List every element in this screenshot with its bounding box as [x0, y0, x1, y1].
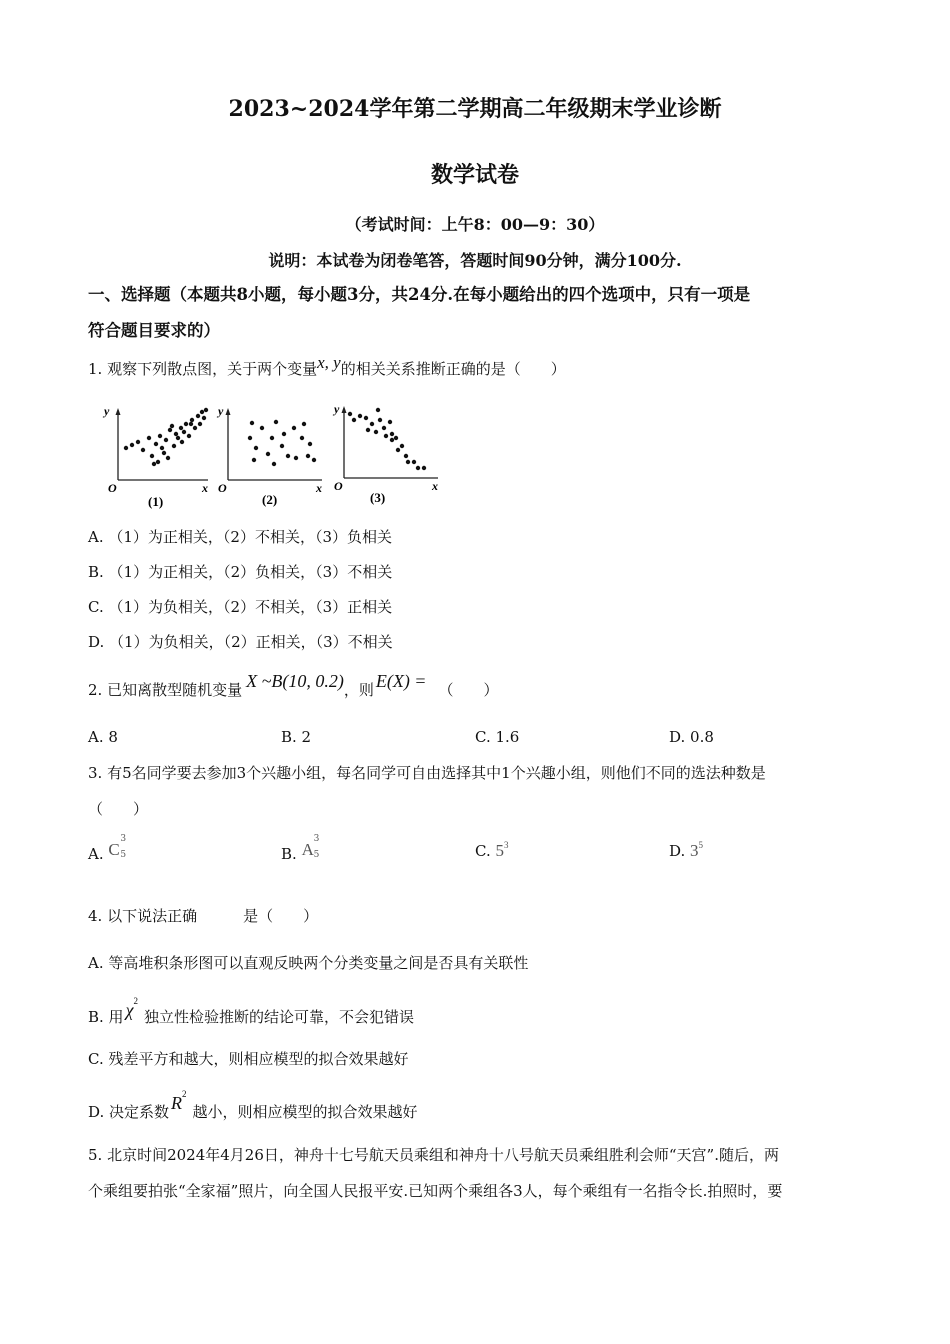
scatter-point — [158, 434, 162, 438]
q2-option-b: B. 2 — [281, 728, 312, 746]
scatter-point — [160, 446, 164, 450]
q4-chi-symbol: χ — [125, 1000, 134, 1020]
q3-option-b-base: A — [301, 840, 314, 859]
scatter-point — [202, 416, 206, 420]
scatter-point — [286, 454, 290, 458]
plot3-origin-label: O — [334, 479, 343, 493]
scatter-point — [352, 418, 356, 422]
scatter-point — [404, 454, 408, 458]
q4-option-d-suffix: 越小，则相应模型的拟合效果越好 — [192, 1103, 418, 1121]
scatter-point — [382, 426, 386, 430]
scatter-point — [154, 442, 158, 446]
q4-option-b-prefix: B. 用 — [88, 1008, 124, 1026]
scatter-point — [193, 426, 197, 430]
q4-option-b-suffix: 独立性检验推断的结论可靠，不会犯错误 — [143, 1008, 414, 1026]
q1-option-b: B. （1）为正相关，（2）负相关，（3）不相关 — [88, 563, 393, 581]
scatter-point — [390, 438, 394, 442]
q3-option-b-sub: 5 — [313, 850, 320, 860]
scatter-point — [384, 434, 388, 438]
scatter-point — [378, 418, 382, 422]
q1-option-a: A. （1）为正相关，（2）不相关，（3）负相关 — [88, 528, 393, 546]
scatter-point — [196, 414, 200, 418]
scatter-point — [189, 422, 193, 426]
plot2-origin-label: O — [218, 481, 227, 495]
plot1-x-label: x — [202, 481, 208, 495]
scatter-point — [124, 446, 128, 450]
scatter-point — [348, 412, 352, 416]
q2-expectation: E(X) = — [375, 671, 427, 691]
scatter-point — [172, 444, 176, 448]
scatter-point — [370, 422, 374, 426]
q3-option-d-sup: 5 — [698, 840, 704, 850]
q3-option-a-label: A. — [88, 845, 104, 863]
plot3-x-label: x — [432, 479, 438, 493]
q3-option-c — [475, 840, 509, 861]
scatter-point — [306, 454, 310, 458]
q5-stem-line2: 个乘组要拍张“全家福”照片，向全国人民报平安.已知两个乘组各3人，每个乘组有一名指令长.拍照时，要 — [88, 1182, 783, 1200]
scatter-point — [300, 436, 304, 440]
scatter-point — [174, 432, 178, 436]
q1-stem-suffix: 的相关关系推断正确的是（ ） — [340, 360, 566, 378]
exam-subtitle: 数学试卷 — [430, 162, 519, 188]
scatter-point — [198, 422, 202, 426]
q3-option-b-label: B. — [281, 845, 297, 863]
section-heading-line1: 一、选择题（本题共8小题，每小题3分，共24分.在每小题给出的四个选项中，只有一项是 — [88, 285, 751, 304]
q1-stem — [88, 353, 868, 380]
scatter-point — [312, 458, 316, 462]
scatter-point — [168, 428, 172, 432]
scatter-point — [162, 451, 166, 455]
scatter-point — [374, 430, 378, 434]
q3-option-d-base: 3 — [690, 841, 699, 860]
q4-r-sup: 2 — [182, 1089, 187, 1099]
q3-stem-line2: （ ） — [88, 800, 149, 818]
plot2-x-label: x — [316, 481, 322, 495]
scatter-point — [190, 418, 194, 422]
scatter-point — [406, 460, 410, 464]
scatter-point — [280, 444, 284, 448]
q3-option-c-base: 5 — [495, 841, 504, 860]
scatter-point — [179, 426, 183, 430]
scatter-point — [412, 460, 416, 464]
q3-option-d-label: D. — [669, 842, 686, 860]
q2-stem-prefix: 2. 已知离散型随机变量 — [88, 681, 243, 699]
q3-option-c-label: C. — [475, 842, 491, 860]
scatter-point — [136, 440, 140, 444]
scatter-point — [170, 424, 174, 428]
scatter-point — [260, 426, 264, 430]
scatter-point — [272, 462, 276, 466]
q4-stem — [88, 905, 868, 927]
plot1-origin-label: O — [108, 481, 117, 495]
q2-stem-mid: ，则 — [343, 681, 374, 699]
q3-option-b-sup: 3 — [313, 834, 320, 844]
scatter-point — [400, 444, 404, 448]
scatter-point — [252, 458, 256, 462]
scatter-point — [358, 414, 362, 418]
q3-option-b — [281, 834, 322, 863]
q3-stem-line1: 3. 有5名同学要去参加3个兴趣小组，每名同学可自由选择其中1个兴趣小组，则他们不同的选法种数是 — [88, 764, 766, 782]
q3-option-a-base: C — [108, 840, 120, 859]
scatter-point — [364, 416, 368, 420]
scatter-plot-1 — [102, 404, 208, 509]
q4-option-d-prefix: D. 决定系数 — [88, 1103, 170, 1121]
scatter-point — [150, 454, 154, 458]
scatter-point — [308, 442, 312, 446]
scatter-point — [254, 446, 258, 450]
scatter-point — [416, 466, 420, 470]
q4-option-a: A. 等高堆积条形图可以直观反映两个分类变量之间是否具有关联性 — [88, 954, 529, 972]
scatter-point — [396, 448, 400, 452]
q4-chi-sup: 2 — [133, 996, 138, 1006]
q2-stem-suffix: （ ） — [438, 681, 499, 699]
scatter-point — [130, 443, 134, 447]
q1-option-c: C. （1）为负相关，（2）不相关，（3）正相关 — [88, 598, 393, 616]
scatter-point — [390, 432, 394, 436]
scatter-plot-3 — [332, 402, 438, 505]
q2-option-d: D. 0.8 — [669, 728, 714, 746]
scatter-point — [200, 410, 204, 414]
scatter-point — [141, 448, 145, 452]
q4-stem-a: 4. 以下说法正确 — [88, 907, 198, 925]
q4-option-c: C. 残差平方和越大，则相应模型的拟合效果越好 — [88, 1050, 409, 1068]
q4-r-symbol: R — [171, 1093, 183, 1113]
q1-vars: x, y — [317, 353, 341, 372]
q2-option-c: C. 1.6 — [475, 728, 520, 746]
scatter-point — [266, 452, 270, 456]
q2-distribution: X ~B(10, 0.2) — [246, 671, 344, 691]
q1-stem-prefix: 1. 观察下列散点图，关于两个变量 — [88, 360, 318, 378]
plot1-y-label: y — [104, 404, 110, 418]
q4-stem-b: 是（ ） — [243, 907, 319, 925]
q3-option-a-combination — [108, 834, 128, 862]
scatter-point — [366, 428, 370, 432]
q3-option-a-sup: 3 — [120, 834, 127, 844]
scatter-point — [376, 408, 380, 412]
scatter-point — [152, 462, 156, 466]
scatter-point — [156, 460, 160, 464]
plot3-y-label: y — [334, 402, 340, 416]
scatter-point — [204, 408, 208, 412]
scatter-point — [282, 432, 286, 436]
section-heading-line2: 符合题目要求的） — [88, 321, 220, 340]
plot3-caption: (3) — [370, 490, 386, 505]
scatter-point — [388, 420, 392, 424]
exam-time: （考试时间：上午8：00—9：30） — [345, 215, 605, 234]
scatter-point — [184, 422, 188, 426]
q3-option-a — [88, 834, 128, 863]
scatter-point — [250, 421, 254, 425]
q1-scatter-plots — [96, 398, 446, 510]
q3-option-b-arrangement — [301, 834, 322, 862]
plot2-y-label: y — [218, 404, 224, 418]
scatter-point — [270, 436, 274, 440]
scatter-point — [182, 430, 186, 434]
scatter-plot-2 — [216, 404, 322, 507]
q2-option-a: A. 8 — [88, 728, 118, 746]
q1-option-d: D. （1）为负相关，（2）正相关，（3）不相关 — [88, 633, 393, 651]
scatter-point — [394, 436, 398, 440]
scatter-point — [147, 436, 151, 440]
scatter-point — [274, 420, 278, 424]
scatter-point — [422, 466, 426, 470]
scatter-point — [302, 422, 306, 426]
scatter-point — [166, 456, 170, 460]
q4-option-b — [88, 996, 868, 1028]
scatter-point — [294, 456, 298, 460]
q3-option-a-sub: 5 — [120, 850, 127, 860]
q3-option-d — [669, 840, 703, 861]
exam-note: 说明：本试卷为闭卷笔答，答题时间90分钟，满分100分. — [268, 251, 682, 270]
q3-option-c-sup: 3 — [504, 840, 509, 850]
q4-option-d — [88, 1089, 868, 1123]
scatter-point — [176, 436, 180, 440]
q5-stem-line1: 5. 北京时间2024年4月26日，神舟十七号航天员乘组和神舟十八号航天员乘组胜利会师“天宫”.随后，两 — [88, 1146, 779, 1164]
exam-title: 2023~2024学年第二学期高二年级期末学业诊断 — [228, 96, 722, 122]
scatter-point — [292, 426, 296, 430]
plot2-caption: (2) — [262, 492, 278, 507]
scatter-point — [180, 440, 184, 444]
plot1-caption: (1) — [148, 494, 164, 509]
scatter-point — [187, 434, 191, 438]
scatter-point — [164, 438, 168, 442]
q2-stem — [88, 671, 868, 701]
scatter-point — [248, 436, 252, 440]
